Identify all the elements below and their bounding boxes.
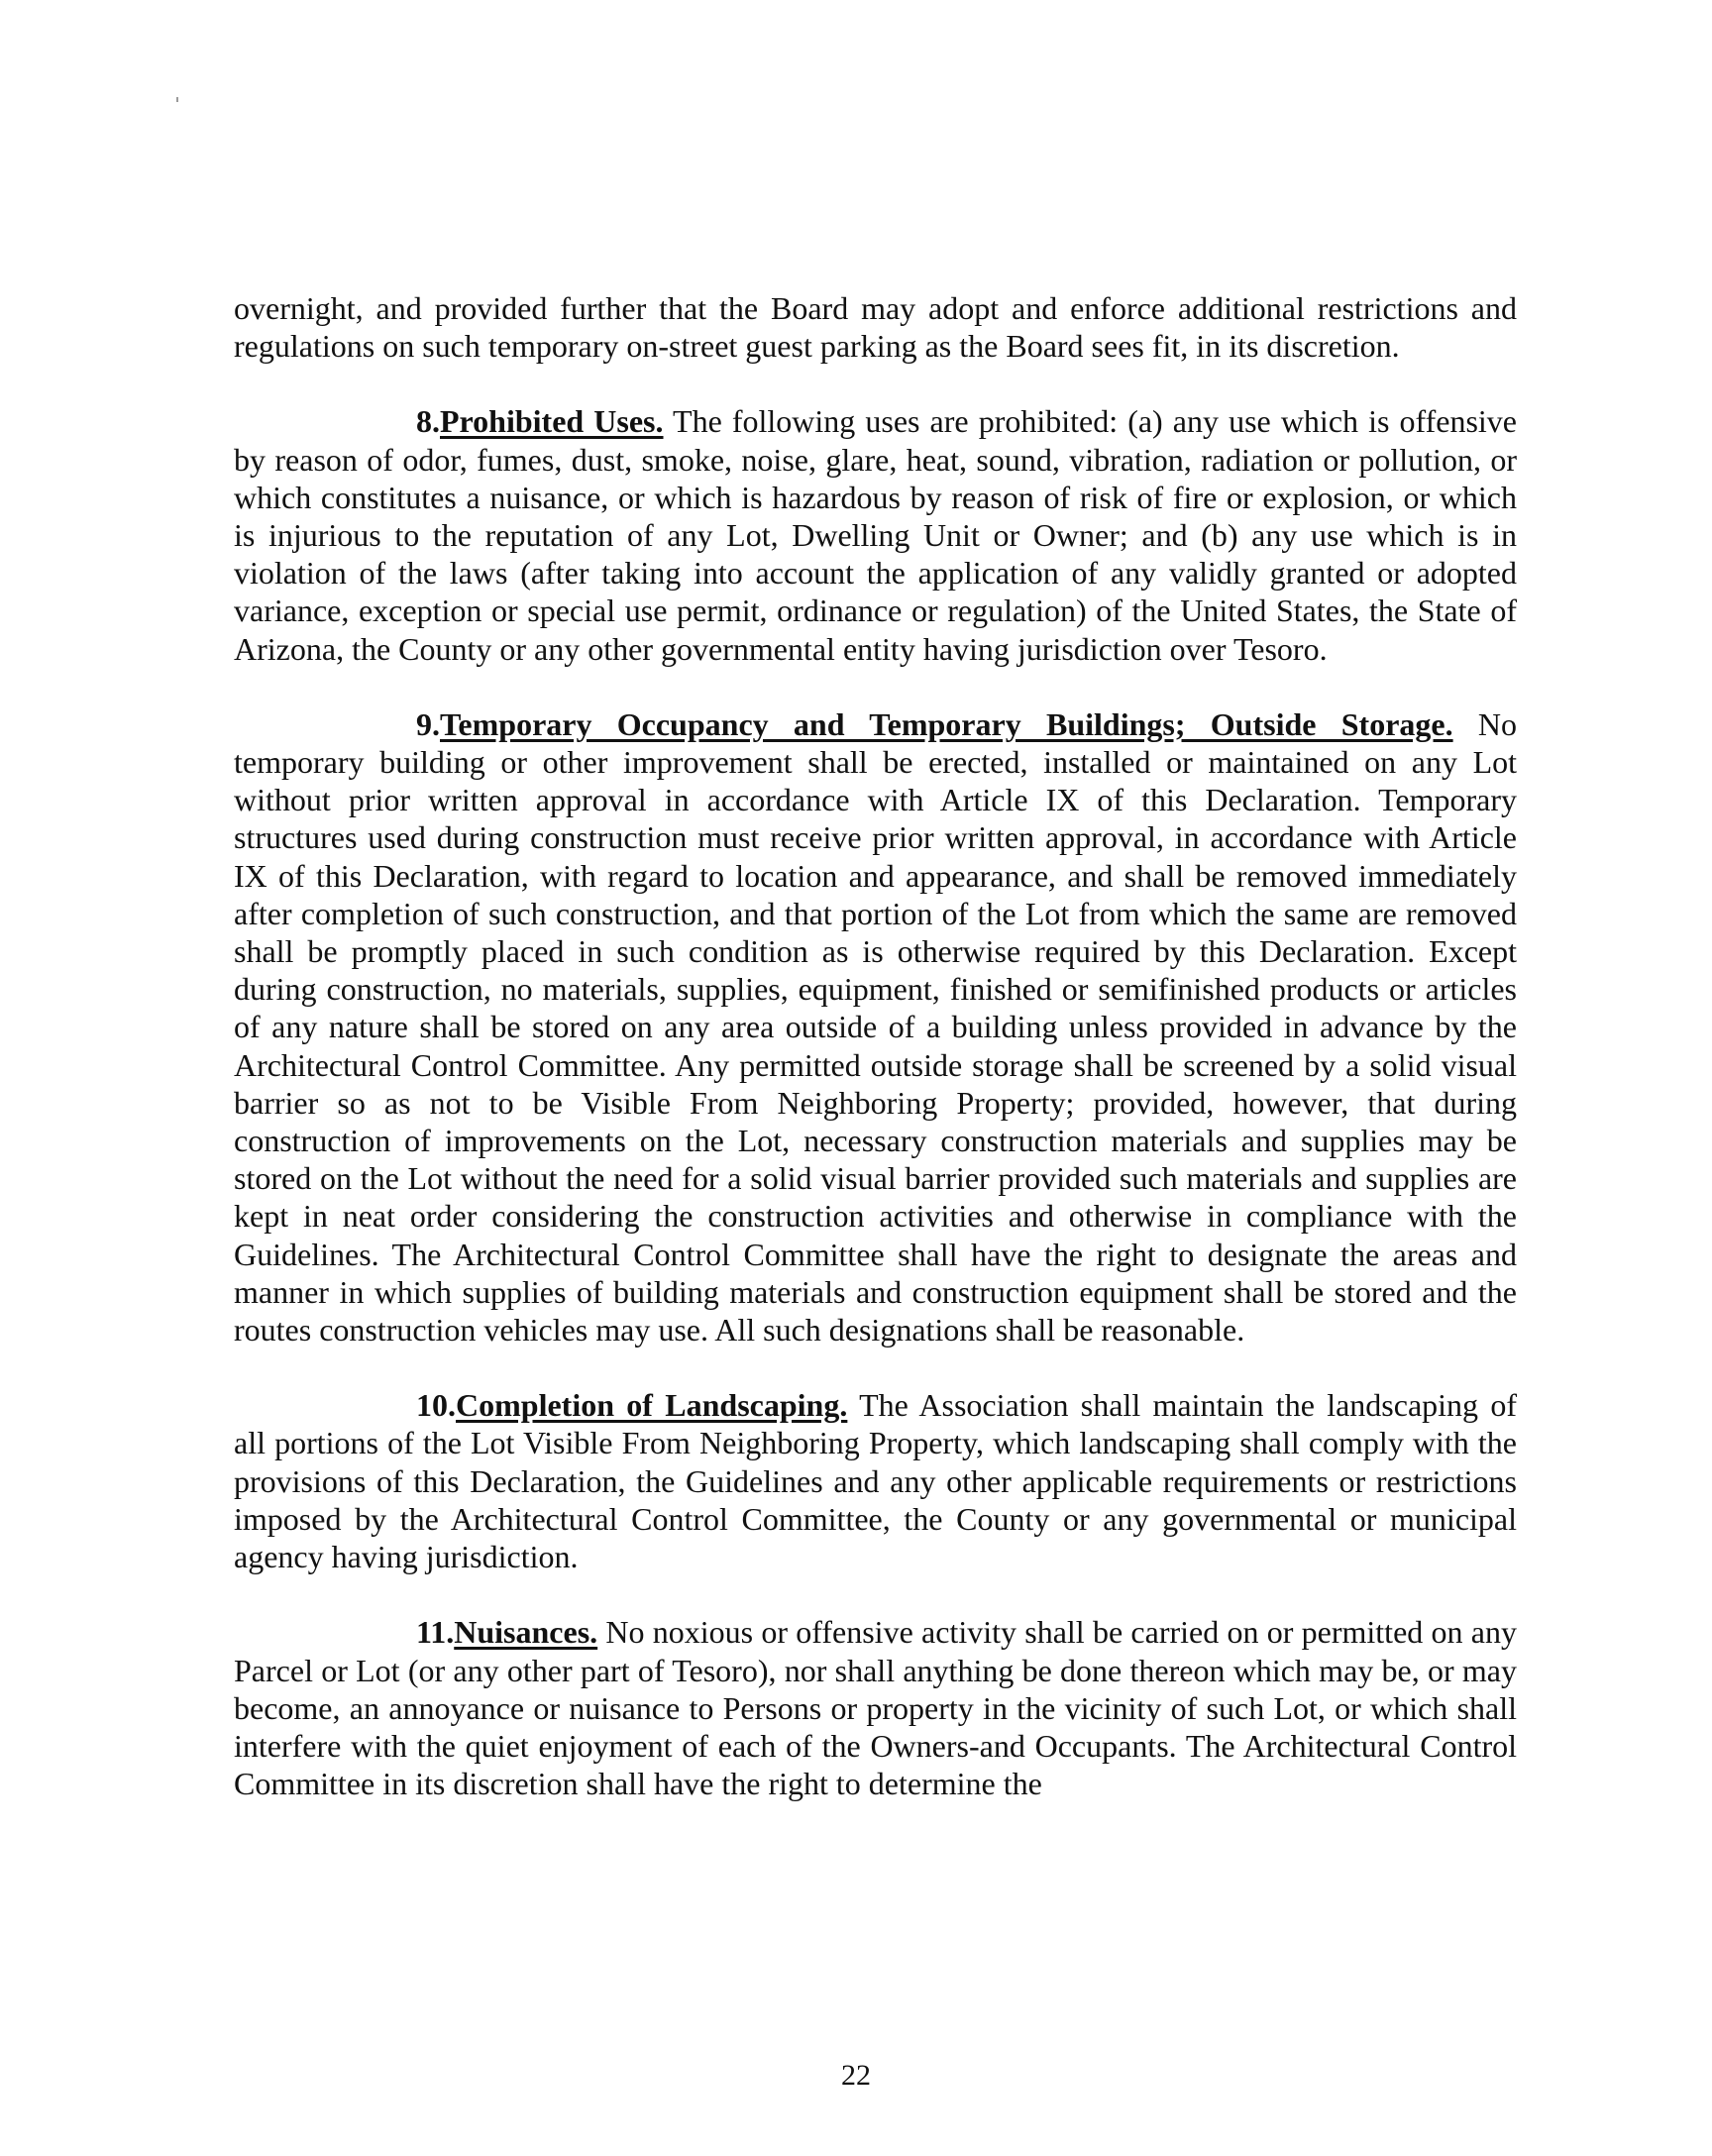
section-number: 9. — [416, 705, 440, 742]
scan-speck — [176, 97, 178, 102]
section-heading: Nuisances. — [454, 1614, 598, 1651]
section-heading: Completion of Landscaping. — [456, 1387, 848, 1424]
paragraph-text: No temporary building or other improvement shall be erected, installed or maintained on any Lot without prior written approval in accordance with Article IX of this Declaration. Temporary structures used during construction must receive prior written approval, in accordance with Article IX of this Declaration, with regard to location and appearance, and shall be removed immediately after completion of such construction, and that portion of the Lot from which the same are removed shall be promptly placed in such condition as is otherwise required by this Declaration. Except during construction, no materials, supplies, equipment, finished or semifinished products or articles of any nature shall be stored on any area outside of a building unless provided in advance by the Architectural Control Committee. Any permitted outside storage shall be screened by a solid visual barrier so as not to be Visible From Neighboring Property; provided, however, that during construction of improvements on the Lot, necessary construction materials and supplies may be stored on the Lot without the need for a solid visual barrier provided such materials and supplies are kept in neat order considering the construction activities and otherwise in compliance with the Guidelines. The Architectural Control Committee shall have the right to designate the areas and manner in which supplies of building materials and construction equipment shall be stored and the routes construction vehicles may use. All such designations shall be reasonable. — [234, 705, 1518, 1348]
paragraph-continuation — [234, 289, 1517, 365]
paragraph-text: The Association shall maintain the landscaping of all portions of the Lot Visible From Neighboring Property, which landscaping shall comply with the provisions of this Declaration, the Guidelines and any other applicable requirements or restrictions imposed by the Architectural Control Committee, the County or any governmental or municipal agency having jurisdiction. — [234, 1387, 1518, 1575]
section-number: 11. — [416, 1614, 455, 1651]
section-8-prohibited-uses — [234, 402, 1517, 667]
section-heading: Temporary Occupancy and Temporary Buildings; Outside Storage. — [440, 705, 1453, 742]
section-10-completion-of-landscaping — [234, 1386, 1517, 1575]
section-11-nuisances — [234, 1613, 1517, 1802]
section-heading: Prohibited Uses. — [440, 403, 664, 440]
paragraph-text: The following uses are prohibited: (a) any use which is offensive by reason of odor, fumes, dust, smoke, noise, glare, heat, sound, vibration, radiation or pollution, or which constitutes a nuisance, or which is hazardous by reason of risk of fire or explosion, or which is injurious to the reputation of any Lot, Dwelling Unit or Owner; and (b) any use which is in violation of the laws (after taking into account the application of any validly granted or adopted variance, exception or special use permit, ordinance or regulation) of the United States, the State of Arizona, the County or any other governmental entity having jurisdiction over Tesoro. — [234, 403, 1518, 667]
paragraph-text: overnight, and provided further that the Board may adopt and enforce additional restrictions and regulations on such temporary on-street guest parking as the Board sees fit, in its discretion. — [234, 290, 1517, 365]
section-number: 8. — [416, 403, 440, 440]
paragraph-text: No noxious or offensive activity shall be carried on or permitted on any Parcel or Lot (or any other part of Tesoro), nor shall anything be done thereon which may be, or may become, an annoyance or nuisance to Persons or property in the vicinity of such Lot, or which shall interfere with the quiet enjoyment of each of the Owners-and Occupants. The Architectural Control Committee in its discretion shall have the right to determine the — [234, 1614, 1517, 1802]
section-number: 10. — [416, 1387, 456, 1424]
document-body — [234, 289, 1517, 1840]
page-number: 22 — [841, 2059, 871, 2092]
section-9-temporary-occupancy — [234, 705, 1517, 1348]
